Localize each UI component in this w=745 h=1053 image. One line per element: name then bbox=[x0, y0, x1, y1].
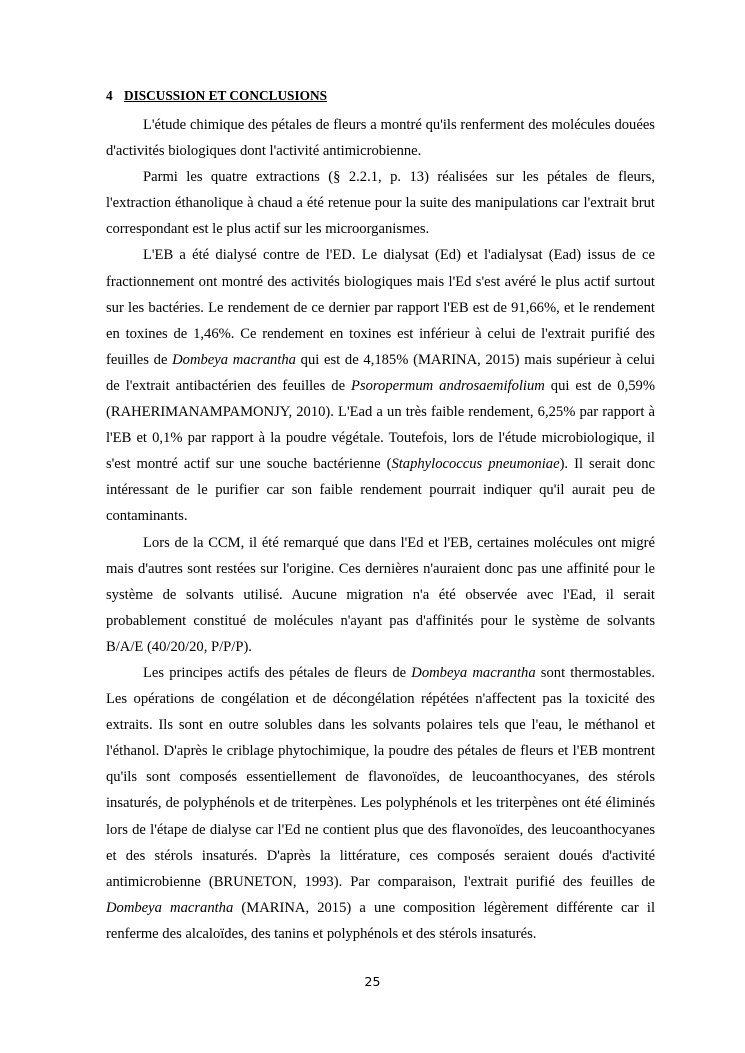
paragraph-dialysis-text-4: ). Il serait donc intéressant de le purifier car son faible rendement pourrait indiquer qu'il aurait peu de contaminants. bbox=[106, 456, 656, 525]
paragraph-principles-text-1: Les principes actifs des pétales de fleurs de bbox=[143, 664, 412, 681]
page-number: 25 bbox=[364, 974, 381, 989]
paragraph-dialysis-text-1: L'EB a été dialysé contre de l'ED. Le dialysat (Ed) et l'adialysat (Ead) issus de ce fractionnement ont montré des activités biologiques mais l'Ed s'est avéré le plus actif surtout sur les bactéries. Le rendement de ce dernier par rapport l'EB est de 91,66%, et le rendement en toxines de 1,46%. Ce rendement en toxines est inférieur à celui de l'extrait purifié des feuilles de bbox=[106, 247, 655, 368]
species-name-psoropermum: Psoropermum androsaemifolium bbox=[351, 377, 545, 394]
species-name-dombeya: Dombeya macrantha bbox=[106, 899, 234, 916]
paragraph-dialysis-text-2: qui est de 4,185% (MARINA, 2015) mais supérieur à celui de l'extrait antibactérien des feuilles de bbox=[106, 351, 655, 394]
species-name-staphylococcus: Staphylococcus pneumoniae bbox=[391, 456, 560, 473]
paragraph-intro: L'étude chimique des pétales de fleurs a montré qu'ils renferment des molécules douées d'activités biologiques dont l'activité antimicrobienne. bbox=[106, 117, 655, 160]
paragraph-dialysis bbox=[106, 242, 655, 529]
species-name-dombeya: Dombeya macrantha bbox=[411, 664, 536, 681]
paragraph-principles-text-3: (MARINA, 2015) a une composition légèrement différente car il renferme des alcaloïdes, des tanins et polyphénols et des stérols insaturés. bbox=[106, 899, 655, 942]
section-heading bbox=[106, 86, 655, 106]
section-title: DISCUSSION ET CONCLUSIONS bbox=[124, 88, 327, 103]
section-number: 4 bbox=[106, 88, 113, 103]
paragraph-dialysis-text-3: qui est de 0,59% (RAHERIMANAMPAMONJY, 2010). L'Ead a un très faible rendement, 6,25% par rapport à l'EB et 0,1% par rapport à la poudre végétale. Toutefois, lors de l'étude microbiologique, il s'est montré actif sur une souche bactérienne ( bbox=[106, 377, 655, 473]
paragraph-principles-text-2: sont thermostables. Les opérations de congélation et de décongélation répétées n'affectent pas la toxicité des extraits. Ils sont en outre solubles dans les solvants polaires tels que l'eau, le méthanol et l'éthanol. D'après le criblage phytochimique, la poudre des pétales de fleurs et l'EB montrent qu'ils sont composés essentiellement de flavonoïdes, de leucoanthocyanes, des stérols insaturés, de polyphénols et de triterpènes. Les polyphénols et les triterpènes ont été éliminés lors de l'étape de dialyse car l'Ed ne contient plus que des flavonoïdes, des leucoanthocyanes et des stérols insaturés. D'après la littérature, ces composés seraient doués d'activité antimicrobienne (BRUNETON, 1993). Par comparaison, l'extrait purifié des feuilles de bbox=[106, 664, 655, 890]
page-content bbox=[106, 86, 655, 947]
paragraph-extractions: Parmi les quatre extractions (§ 2.2.1, p. 13) réalisées sur les pétales de fleurs, l'extraction éthanolique à chaud a été retenue pour la suite des manipulations car l'extrait brut correspondant est le plus actif sur les microorganismes. bbox=[106, 169, 655, 238]
paragraph-active-principles bbox=[106, 660, 655, 947]
paragraph-ccm: Lors de la CCM, il été remarqué que dans l'Ed et l'EB, certaines molécules ont migré mais d'autres sont restées sur l'origine. Ces dernières n'auraient donc pas une affinité pour le système de solvants utilisé. Aucune migration n'a été observée avec l'Ead, il serait probablement constitué de molécules n'ayant pas d'affinités pour le système de solvants B/A/E (40/20/20, P/P/P). bbox=[106, 534, 655, 655]
species-name-dombeya: Dombeya macrantha bbox=[172, 351, 296, 368]
